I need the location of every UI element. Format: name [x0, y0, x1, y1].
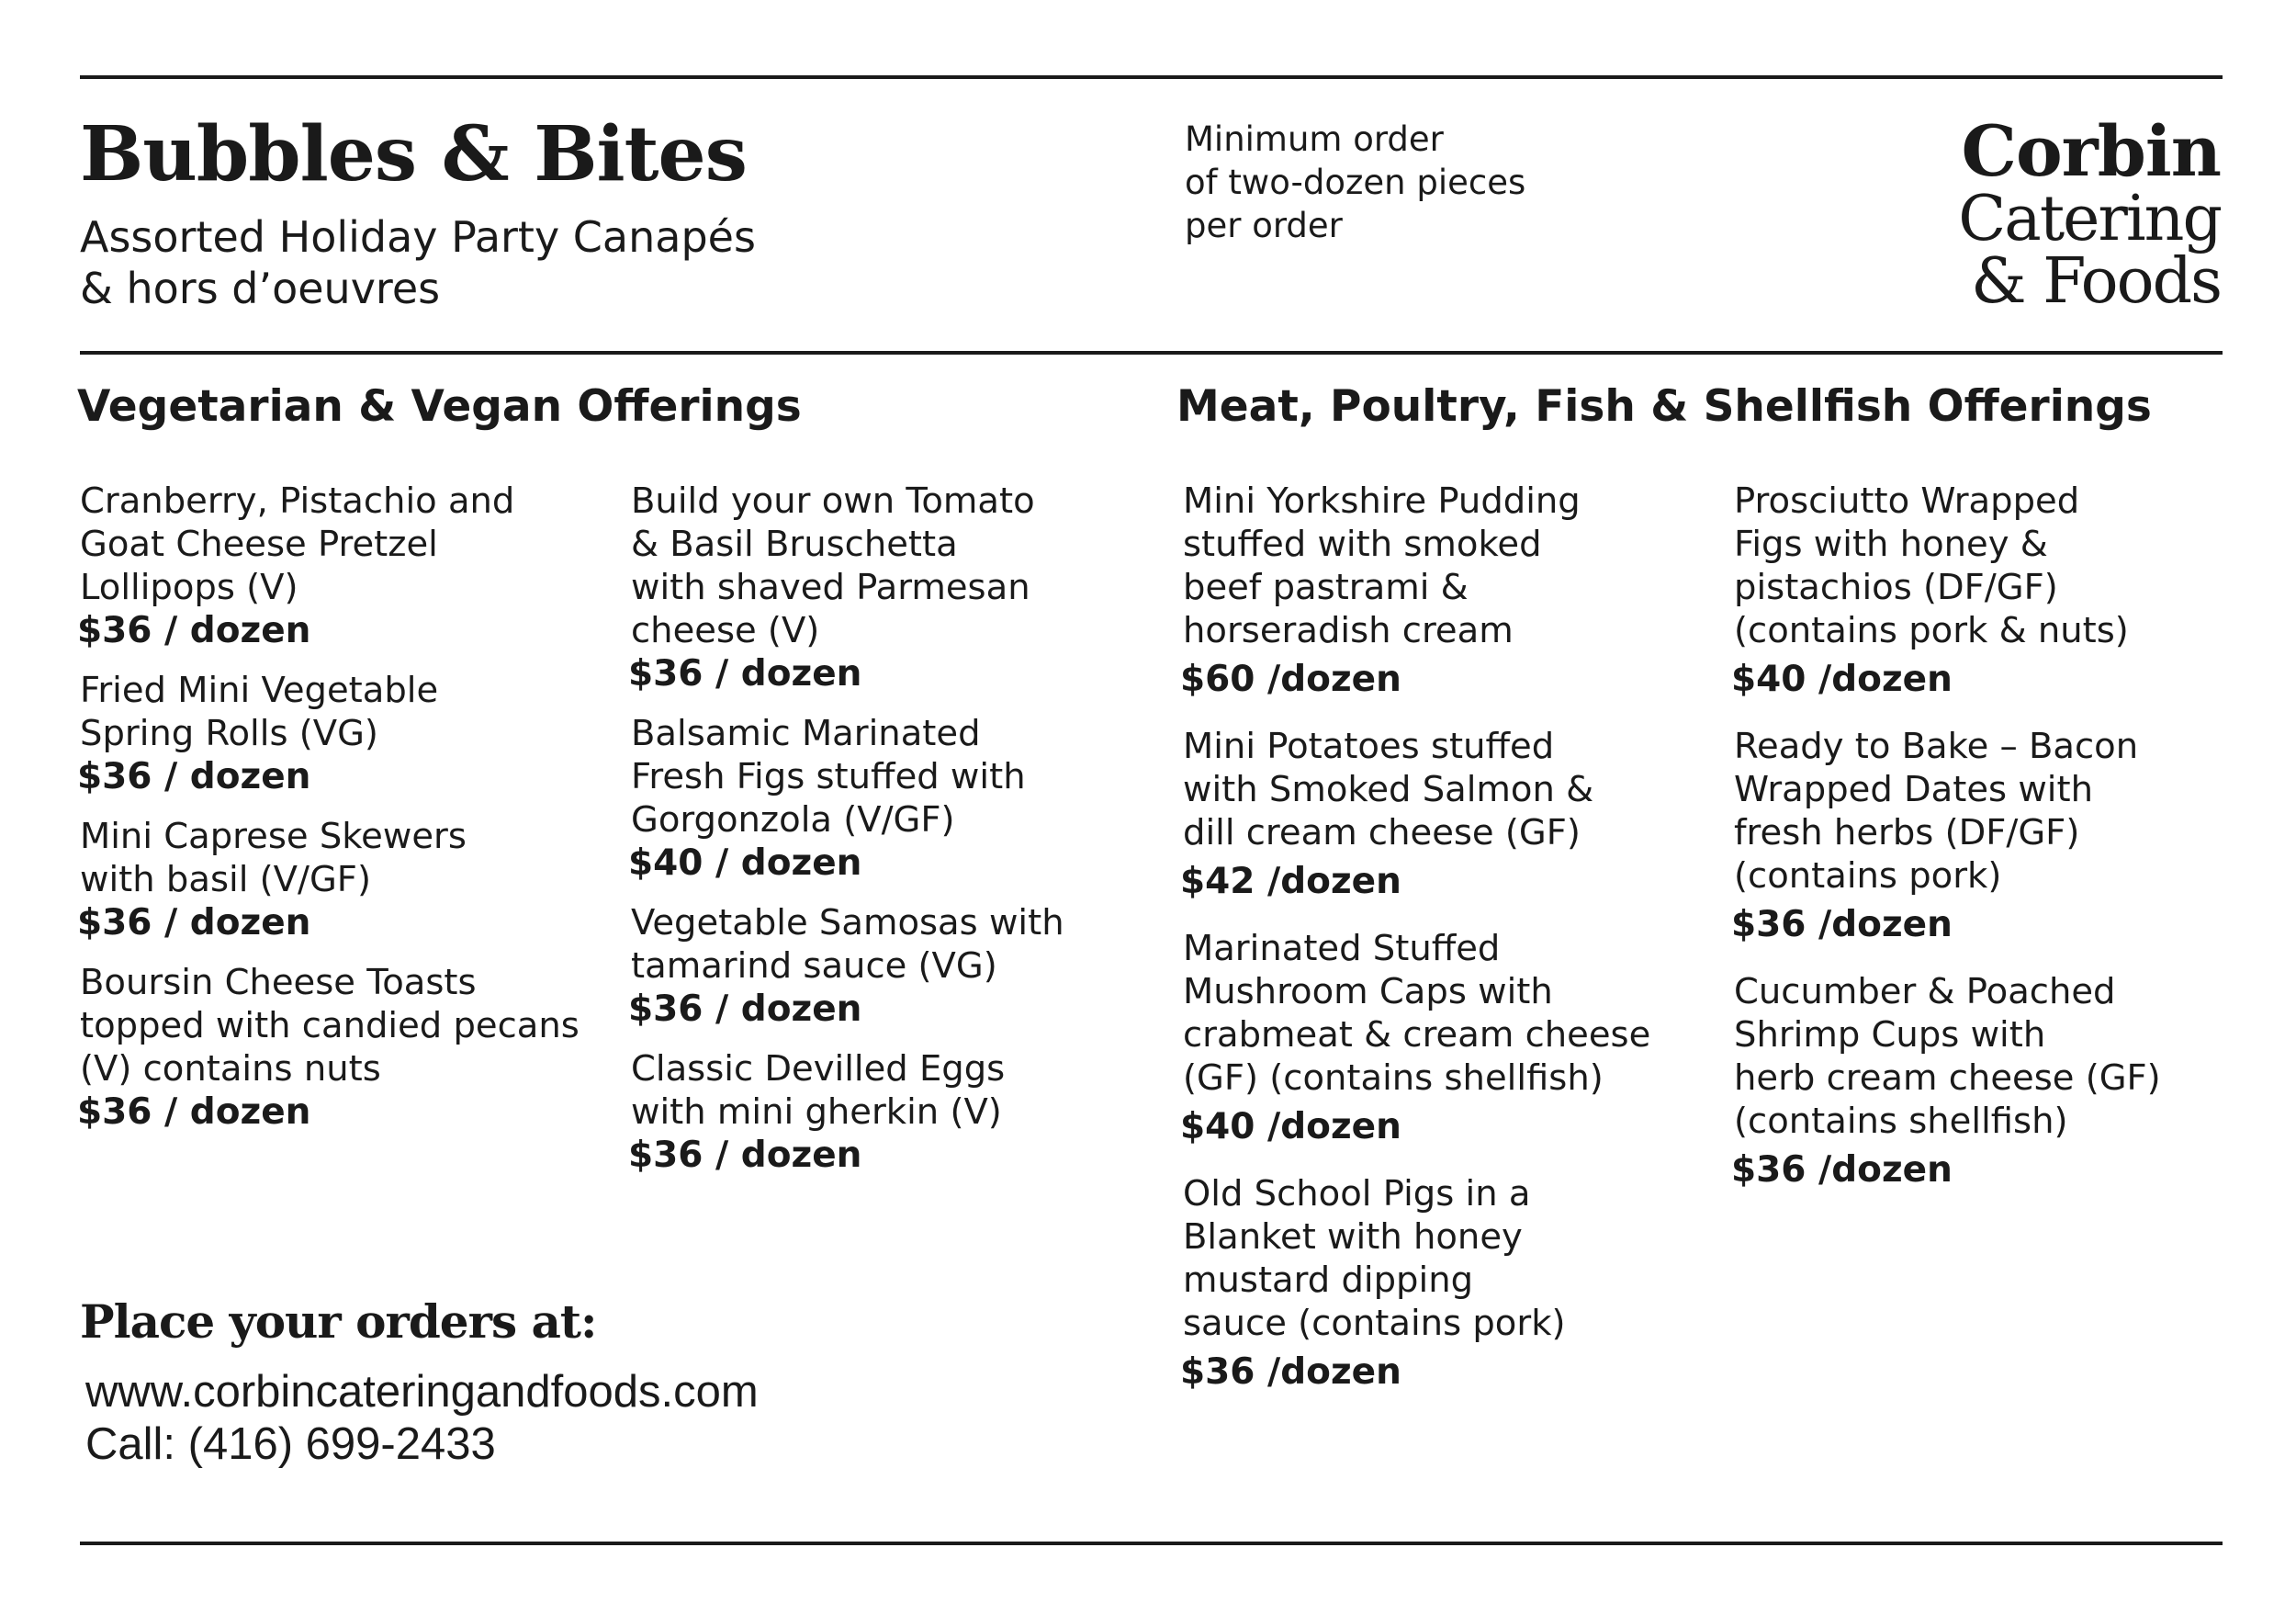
item-price: $36 / dozen — [628, 653, 862, 695]
item-name: Build your own Tomato & Basil Bruschetta with shaved Parmesan cheese (V) — [631, 480, 1035, 651]
meat-column-2 — [1731, 480, 2248, 1215]
item-price: $36 /dozen — [1731, 1149, 1953, 1191]
item-name: Mini Potatoes stuffed with Smoked Salmon & dill cream cheese (GF) — [1183, 726, 1594, 853]
header-rule — [80, 351, 2223, 355]
item-price: $40 / dozen — [628, 842, 862, 884]
item-name: Fried Mini Vegetable Spring Rolls (VG) — [80, 670, 439, 754]
vegetarian-column-2 — [628, 480, 1145, 1193]
menu-subtitle: Assorted Holiday Party Canapés & hors d’oeuvres — [80, 212, 756, 313]
menu-item — [628, 1047, 1145, 1177]
orders-website-link[interactable]: www.corbincateringandfoods.com — [85, 1367, 759, 1417]
item-price: $36 / dozen — [628, 1135, 862, 1176]
vegetarian-section-heading: Vegetarian & Vegan Offerings — [77, 381, 802, 432]
item-price: $42 /dozen — [1180, 861, 1401, 902]
menu-item — [1731, 725, 2248, 946]
item-name: Classic Devilled Eggs with mini gherkin (V) — [631, 1048, 1006, 1133]
item-name: Vegetable Samosas with tamarind sauce (VG) — [631, 902, 1064, 987]
orders-heading: Place your orders at: — [80, 1294, 597, 1349]
item-price: $36 / dozen — [628, 988, 862, 1030]
menu-item — [1180, 725, 1697, 903]
menu-item — [77, 815, 594, 944]
item-price: $60 /dozen — [1180, 659, 1401, 700]
menu-item — [77, 480, 594, 652]
item-name: Ready to Bake – Bacon Wrapped Dates with fresh herbs (DF/GF) (contains pork) — [1734, 726, 2139, 897]
menu-item — [1180, 480, 1697, 701]
item-name: Marinated Stuffed Mushroom Caps with crabmeat & cream cheese (GF) (contains shellfish) — [1183, 928, 1651, 1099]
meat-section-heading: Meat, Poultry, Fish & Shellfish Offerings — [1176, 381, 2152, 432]
item-price: $36 / dozen — [77, 610, 311, 651]
menu-item — [77, 961, 594, 1134]
item-price: $36 /dozen — [1180, 1351, 1401, 1393]
logo-line-catering: Catering — [1958, 183, 2221, 255]
item-name: Boursin Cheese Toasts topped with candied pecans (V) contains nuts — [80, 962, 580, 1090]
menu-item — [1180, 1172, 1697, 1394]
menu-item — [628, 712, 1145, 885]
bottom-rule — [80, 1542, 2223, 1545]
meat-column-1 — [1180, 480, 1697, 1418]
company-logo — [1958, 110, 2221, 318]
item-name: Old School Pigs in a Blanket with honey mustard dipping sauce (contains pork) — [1183, 1173, 1566, 1344]
menu-item — [1180, 927, 1697, 1148]
logo-line-corbin: Corbin — [1961, 110, 2221, 192]
menu-item — [628, 480, 1145, 695]
top-rule — [80, 75, 2223, 79]
item-name: Prosciutto Wrapped Figs with honey & pistachios (DF/GF) (contains pork & nuts) — [1734, 480, 2129, 651]
vegetarian-column-1 — [77, 480, 594, 1150]
menu-item — [1731, 970, 2248, 1192]
menu-item — [77, 669, 594, 798]
item-name: Cranberry, Pistachio and Goat Cheese Pretzel Lollipops (V) — [80, 480, 515, 608]
item-name: Cucumber & Poached Shrimp Cups with herb cream cheese (GF) (contains shellfish) — [1734, 971, 2161, 1142]
item-price: $36 /dozen — [1731, 904, 1953, 945]
orders-phone-number: Call: (416) 699-2433 — [85, 1419, 496, 1469]
menu-item — [1731, 480, 2248, 701]
menu-title: Bubbles & Bites — [80, 110, 747, 198]
item-name: Balsamic Marinated Fresh Figs stuffed with Gorgonzola (V/GF) — [631, 713, 1026, 841]
item-price: $40 /dozen — [1180, 1106, 1401, 1147]
item-price: $36 / dozen — [77, 756, 311, 797]
item-name: Mini Caprese Skewers with basil (V/GF) — [80, 816, 467, 900]
logo-line-foods: & Foods — [1971, 245, 2221, 318]
item-name: Mini Yorkshire Pudding stuffed with smoked beef pastrami & horseradish cream — [1183, 480, 1581, 651]
item-price: $36 / dozen — [77, 1091, 311, 1133]
item-price: $40 /dozen — [1731, 659, 1953, 700]
menu-item — [628, 901, 1145, 1031]
minimum-order-note: Minimum order of two-dozen pieces per order — [1185, 119, 1526, 245]
item-price: $36 / dozen — [77, 902, 311, 943]
